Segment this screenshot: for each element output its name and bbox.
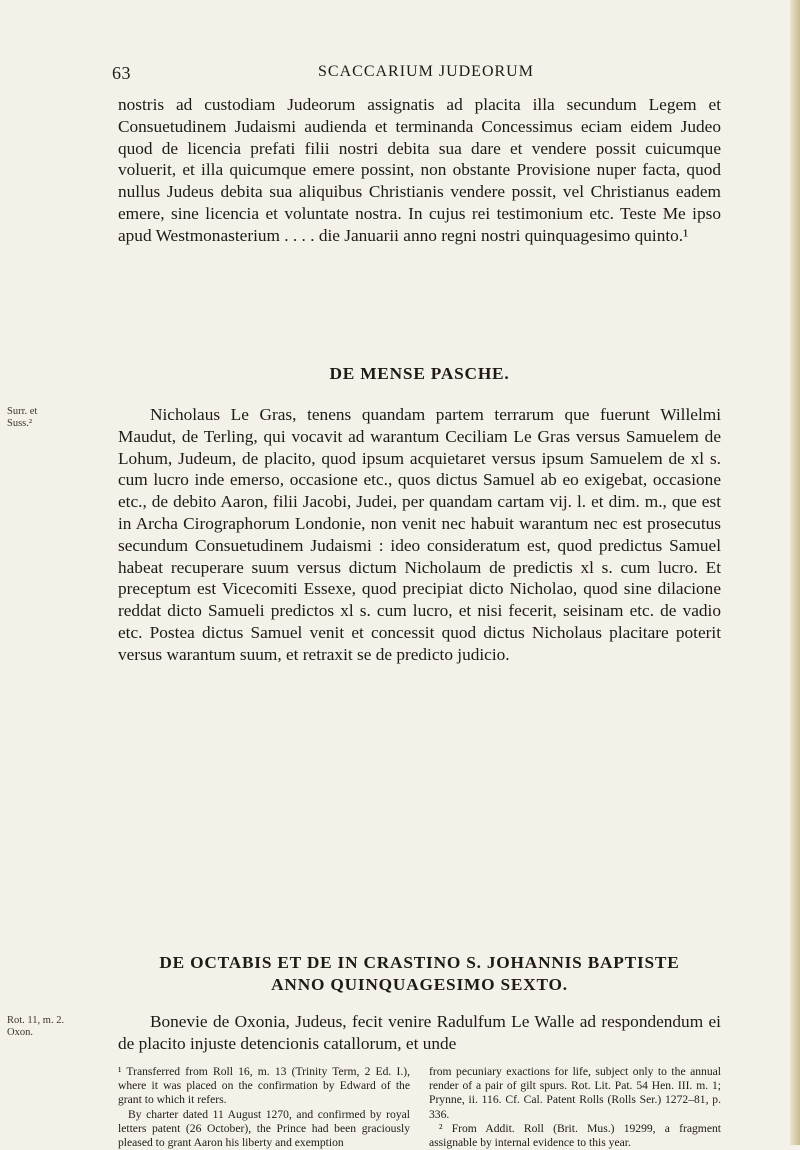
margin-note-county: [7, 406, 107, 430]
footnote-1: ¹ Transferred from Roll 16, m. 13 (Trinity Term, 2 Ed. I.), where it was placed on the confirmation by Edward of the grant to which it refers.: [118, 1065, 410, 1107]
margin-note-line: Rot. 11, m. 2.: [7, 1015, 65, 1026]
body-paragraph-1: nostris ad custodiam Judeorum assignatis ad placita illa secundum Legem et Consuetudinem Judaismi audienda et terminanda Concessimus eciam eidem Judeo quod de licencia prefati filii nostri debita sua dare et vendere possit cuicumque voluerit, et illa quicumque emere possint, non obstante Provisione nuper facta, quod nullus Judeus debita sua aliquibus Christianis vendere possit, vel Christianus eadem emere, sine licencia et voluntate nostra. In cujus rei testimonium etc. Teste Me ipso apud Westmonasterium . . . . die Januarii anno regni nostri quinquagesimo quinto.¹: [118, 95, 721, 245]
footnote-column-left: [118, 1065, 410, 1150]
footnotes: [118, 1065, 721, 1150]
margin-note-line: Oxon.: [7, 1027, 33, 1038]
margin-note-roll: [7, 1015, 107, 1039]
page-number: 63: [112, 63, 131, 83]
heading-line: DE OCTABIS ET DE IN CRASTINO S. JOHANNIS BAPTISTE: [159, 953, 680, 972]
page-header: [112, 63, 720, 87]
section-heading-john-baptist: [118, 952, 721, 996]
body-paragraph-3: Bonevie de Oxonia, Judeus, fecit venire Radulfum Le Walle ad respondendum ei de placito injuste detencionis catallorum, et unde: [118, 1012, 721, 1053]
margin-note-line: Surr. et: [7, 406, 38, 417]
section-heading-easter: DE MENSE PASCHE.: [329, 364, 510, 383]
body-paragraph-2: Nicholaus Le Gras, tenens quandam partem terrarum que fuerunt Willelmi Maudut, de Terling, qui vocavit ad warantum Ceciliam Le Gras versus Samuelem de Lohum, Judeum, de placito, quod ipsum acquietaret versus ipsum Samuelem de xl s. cum lucro inde emerso, occasione etc., quos dictus Samuel ab eo exigebat, occasione etc., de debito Aaron, filii Jacobi, Judei, per quandam cartam vij. l. et dim. m., que est in Archa Cirographorum Londonie, non venit nec habuit warantum nec est prosecutus secundum Consuetudinem Judaismi : ideo consideratum est, quod predictus Samuel habeat recuperare suum versus dictum Nicholaum de predictis xl s. cum lucro. Et preceptum est Vicecomiti Essexe, quod precipiat dicto Nicholao, quod sine dilacione reddat dicto Samueli predictos xl s. cum lucro, et nisi fecerit, seisinam etc. de vadio etc. Postea dictus Samuel venit et concessit quod dictus Nicholaus placitare poterit versus warantum suum, et retraxit se de predicto judicio.: [118, 405, 721, 664]
footnote-1-continued: By charter dated 11 August 1270, and confirmed by royal letters patent (26 October), the Prince had been graciously pleased to grant Aaron his liberty and exemption: [118, 1107, 410, 1150]
running-head: SCACCARIUM JUDEORUM: [318, 63, 534, 80]
heading-line: ANNO QUINQUAGESIMO SEXTO.: [271, 974, 568, 994]
margin-note-line: Suss.²: [7, 418, 33, 429]
footnote-1-continued: from pecuniary exactions for life, subject only to the annual render of a pair of gilt spurs. Rot. Lit. Pat. 54 Hen. III. m. 1; Prynne, ii. 116. Cf. Cal. Patent Rolls (Rolls Ser.) 1272–81, p. 336.: [429, 1065, 721, 1121]
footnote-2: ² From Addit. Roll (Brit. Mus.) 19299, a fragment assignable by internal evidence to this year.: [429, 1121, 721, 1150]
page-edge-shadow: [790, 0, 800, 1145]
footnote-column-right: [429, 1065, 721, 1150]
